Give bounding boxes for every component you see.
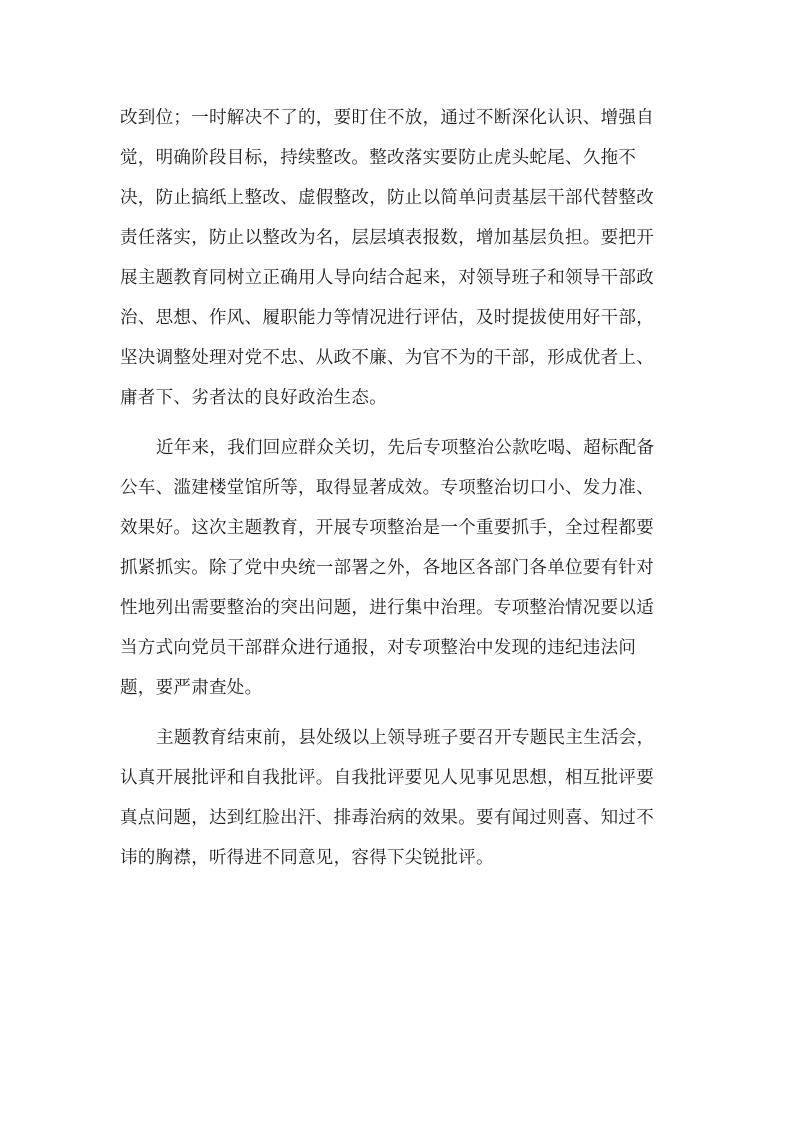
text-line: 公车、滥建楼堂馆所等，取得显著成效。专项整治切口小、发力准、 bbox=[120, 478, 654, 498]
text-line: 责任落实，防止以整改为名，层层填表报数，增加基层负担。要把开 bbox=[120, 228, 654, 248]
paragraph-3 bbox=[120, 718, 668, 878]
text-line: 近年来，我们回应群众关切，先后专项整治公款吃喝、超标配备 bbox=[156, 438, 655, 458]
text-line: 治、思想、作风、履职能力等情况进行评估，及时提拔使用好干部， bbox=[120, 308, 654, 328]
paragraph-1 bbox=[120, 98, 668, 418]
text-line: 认真开展批评和自我批评。自我批评要见人见事见思想，相互批评要 bbox=[120, 768, 654, 788]
text-line: 改到位；一时解决不了的，要盯住不放，通过不断深化认识、增强自 bbox=[120, 108, 654, 128]
text-line: 决，防止搞纸上整改、虚假整改，防止以简单问责基层干部代替整改 bbox=[120, 188, 654, 208]
text-line: 庸者下、劣者汰的良好政治生态。 bbox=[120, 388, 387, 408]
text-line: 题，要严肃查处。 bbox=[120, 678, 263, 698]
paragraph-2 bbox=[120, 428, 668, 708]
text-line: 讳的胸襟，听得进不同意见，容得下尖锐批评。 bbox=[120, 848, 494, 868]
text-line: 当方式向党员干部群众进行通报，对专项整治中发现的违纪违法问 bbox=[120, 638, 637, 658]
text-line: 觉，明确阶段目标，持续整改。整改落实要防止虎头蛇尾、久拖不 bbox=[120, 148, 637, 168]
text-line: 性地列出需要整治的突出问题，进行集中治理。专项整治情况要以适 bbox=[120, 598, 654, 618]
text-line: 效果好。这次主题教育，开展专项整治是一个重要抓手，全过程都要 bbox=[120, 518, 654, 538]
document-body bbox=[120, 98, 668, 878]
text-line: 展主题教育同树立正确用人导向结合起来，对领导班子和领导干部政 bbox=[120, 268, 654, 288]
text-line: 主题教育结束前，县处级以上领导班子要召开专题民主生活会， bbox=[156, 728, 655, 748]
text-line: 坚决调整处理对党不忠、从政不廉、为官不为的干部，形成优者上、 bbox=[120, 348, 654, 368]
text-line: 抓紧抓实。除了党中央统一部署之外，各地区各部门各单位要有针对 bbox=[120, 558, 654, 578]
text-line: 真点问题，达到红脸出汗、排毒治病的效果。要有闻过则喜、知过不 bbox=[120, 808, 654, 828]
